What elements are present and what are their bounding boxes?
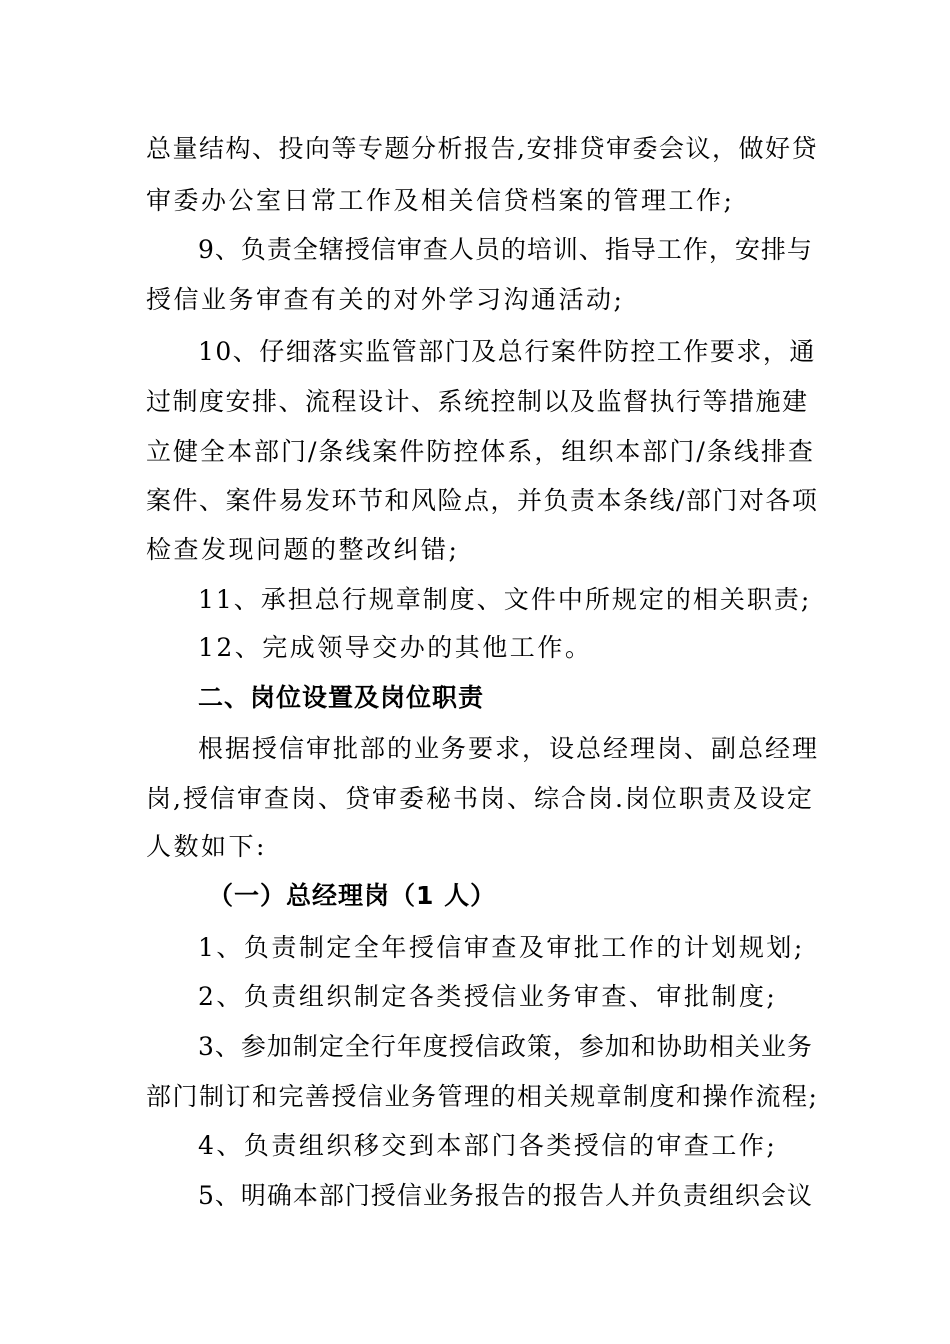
paragraph-line: 审委办公室日常工作及相关信贷档案的管理工作; bbox=[146, 186, 735, 215]
paragraph-line: 岗,授信审查岗、贷审委秘书岗、综合岗.岗位职责及设定 bbox=[146, 784, 814, 813]
paragraph-line: 部门制订和完善授信业务管理的相关规章制度和操作流程; bbox=[146, 1082, 819, 1111]
paragraph-line: 案件、案件易发环节和风险点，并负责本条线/部门对各项 bbox=[146, 486, 819, 515]
subsection-heading: （一）总经理岗（1 人） bbox=[208, 881, 497, 910]
paragraph-line: 授信业务审查有关的对外学习沟通活动; bbox=[146, 285, 625, 314]
paragraph-line: 9、负责全辖授信审查人员的培训、指导工作，安排与 bbox=[198, 235, 813, 264]
paragraph-line: 4、负责组织移交到本部门各类授信的审查工作; bbox=[198, 1131, 778, 1160]
paragraph-line: 5、明确本部门授信业务报告的报告人并负责组织会议 bbox=[198, 1181, 813, 1210]
paragraph-line: 过制度安排、流程设计、系统控制以及监督执行等措施建 bbox=[146, 387, 809, 416]
section-heading: 二、岗位设置及岗位职责 bbox=[198, 683, 485, 712]
paragraph-line: 1、负责制定全年授信审查及审批工作的计划规划; bbox=[198, 933, 805, 962]
paragraph-line: 3、参加制定全行年度授信政策，参加和协助相关业务 bbox=[198, 1032, 813, 1061]
paragraph-line: 人数如下: bbox=[146, 832, 267, 861]
paragraph-line: 检查发现问题的整改纠错; bbox=[146, 535, 460, 564]
paragraph-line: 12、完成领导交办的其他工作。 bbox=[198, 633, 593, 662]
paragraph-line: 2、负责组织制定各类授信业务审查、审批制度; bbox=[198, 982, 778, 1011]
paragraph-line: 总量结构、投向等专题分析报告,安排贷审委会议，做好贷 bbox=[146, 134, 818, 163]
paragraph-line: 立健全本部门/条线案件防控体系，组织本部门/条线排查 bbox=[146, 437, 815, 466]
paragraph-line: 11、承担总行规章制度、文件中所规定的相关职责; bbox=[198, 585, 812, 614]
paragraph-line: 10、仔细落实监管部门及总行案件防控工作要求，通 bbox=[198, 337, 816, 366]
paragraph-line: 根据授信审批部的业务要求，设总经理岗、副总经理 bbox=[198, 734, 820, 763]
